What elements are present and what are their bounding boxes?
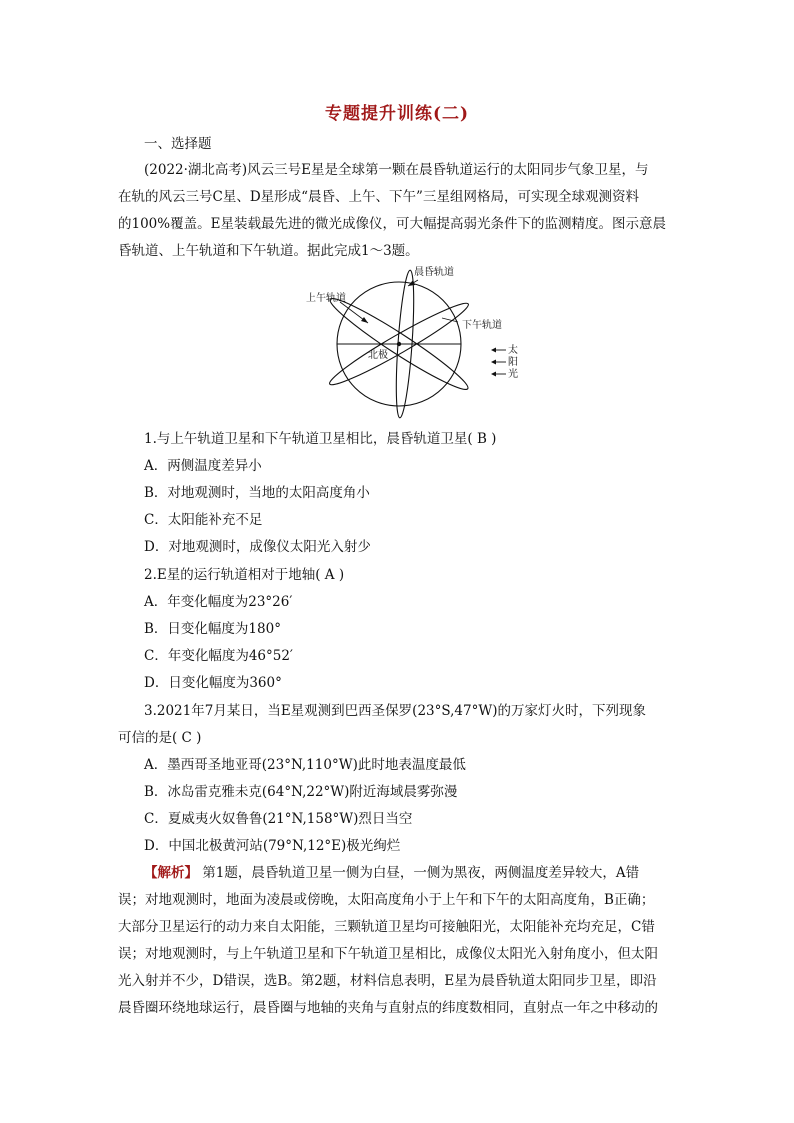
question-3-option-c: C．夏威夷火奴鲁鲁(21°N,158°W)烈日当空 [144,811,413,827]
question-3-option-b: B．冰岛雷克雅未克(64°N,22°W)附近海域晨雾弥漫 [144,784,458,800]
question-3-option-a: A．墨西哥圣地亚哥(23°N,110°W)此时地表温度最低 [144,757,466,773]
north-pole-label: 北极 [368,350,388,361]
intro-line-3: 的100%覆盖。E星装载最先进的微光成像仪，可大幅提高弱光条件下的监测精度。图示意晨 [118,216,666,232]
page-title: 专题提升训练(二) [324,104,470,124]
intro-line-1: (2022·湖北高考)风云三号E星是全球第一颗在晨昏轨道运行的太阳同步气象卫星，与 [144,162,649,178]
morning-orbit-label: 上午轨道 [306,293,346,304]
sunlight-label-2: 阳 [508,357,518,368]
analysis-label: 【解析】 [144,865,198,881]
question-2-option-a: A．年变化幅度为23°26′ [144,594,293,610]
analysis-line-6: 晨昏圈环绕地球运行，晨昏圈与地轴的夹角与直射点的纬度数相同，直射点一年之中移动的 [118,1000,658,1016]
analysis-line-1 [144,865,639,882]
question-1-stem: 1.与上午轨道卫星和下午轨道卫星相比，晨昏轨道卫星( B ) [144,431,497,447]
question-3-stem-line-1: 3.2021年7月某日，当E星观测到巴西圣保罗(23°S,47°W)的万家灯火时，下列现象 [144,703,647,719]
question-2-option-b: B．日变化幅度为180° [144,621,281,637]
analysis-line-3: 大部分卫星运行的动力来自太阳能，三颗轨道卫星均可接触阳光，太阳能补充均充足，C错 [118,919,655,935]
question-2-stem: 2.E星的运行轨道相对于地轴( A ) [144,567,345,583]
analysis-line-2: 误；对地观测时，地面为凌晨或傍晚，太阳高度角小于上午和下午的太阳高度角，B正确； [118,892,655,908]
sunlight-label-1: 太 [508,345,518,356]
analysis-line-4: 误；对地观测时，与上午轨道卫星和下午轨道卫星相比，成像仪太阳光入射角度小，但太阳 [118,946,658,962]
sunlight-label-3: 光 [508,369,518,380]
afternoon-orbit-label: 下午轨道 [462,320,502,331]
analysis-line-5: 光入射并不少，D错误，选B。第2题，材料信息表明，E星为晨昏轨道太阳同步卫星，即沿 [118,973,657,989]
question-2-option-d: D．日变化幅度为360° [144,675,282,691]
question-1-option-c: C．太阳能补充不足 [144,512,263,528]
orbit-diagram [296,262,528,422]
section-heading: 一、选择题 [144,136,212,152]
analysis-text-1: 第1题，晨昏轨道卫星一侧为白昼，一侧为黑夜，两侧温度差异较大，A错 [198,865,640,881]
question-1-option-d: D．对地观测时，成像仪太阳光入射少 [144,539,371,555]
intro-line-4: 昏轨道、上午轨道和下午轨道。据此完成1～3题。 [118,243,419,259]
question-1-option-b: B．对地观测时，当地的太阳高度角小 [144,485,370,501]
question-3-option-d: D．中国北极黄河站(79°N,12°E)极光绚烂 [144,838,401,854]
dawn-dusk-orbit-label: 晨昏轨道 [414,267,454,278]
question-1-option-a: A．两侧温度差异小 [144,458,262,474]
north-pole-dot [397,342,401,346]
question-2-option-c: C．年变化幅度为46°52′ [144,648,294,664]
question-3-stem-line-2: 可信的是( C ) [118,730,202,746]
intro-line-2: 在轨的风云三号C星、D星形成“晨昏、上午、下午”三星组网格局，可实现全球观测资料 [118,189,639,205]
